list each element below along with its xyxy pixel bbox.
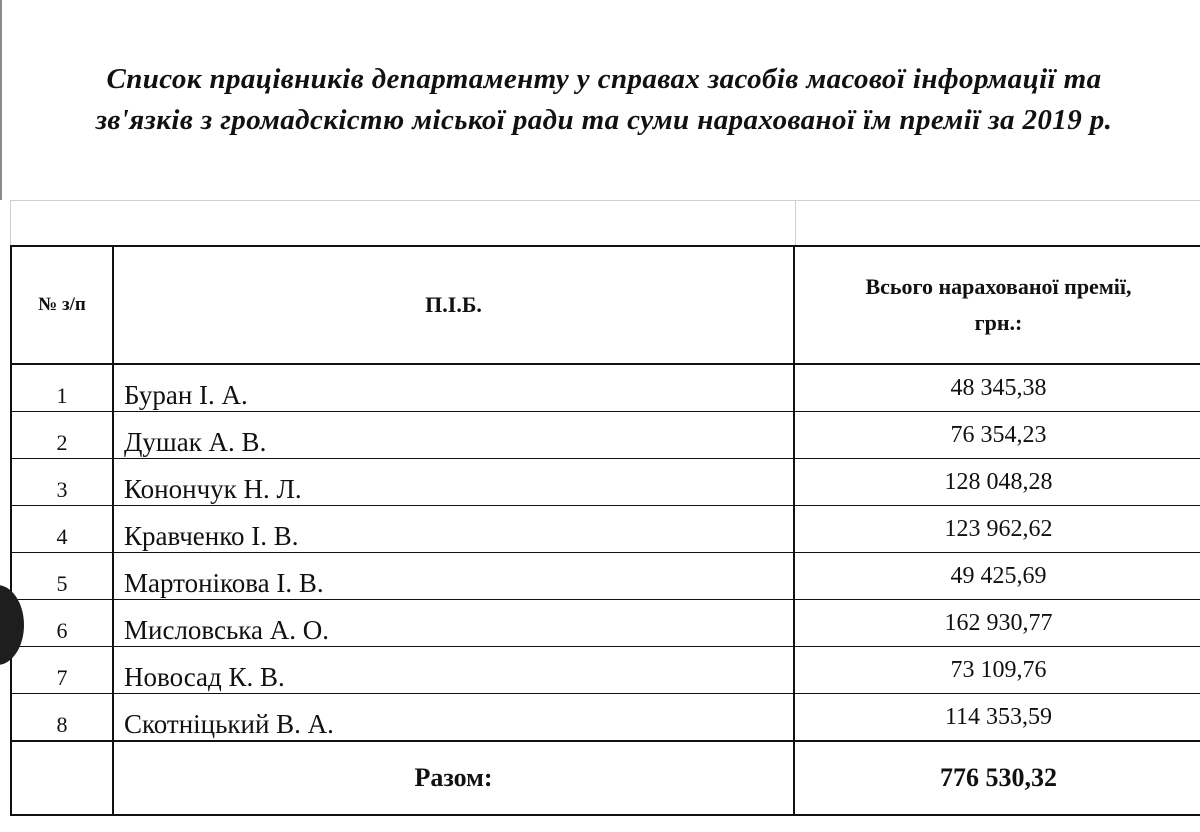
table-row (11, 694, 1200, 742)
row-amount: 49 425,69 (794, 553, 1200, 600)
row-amount: 73 109,76 (794, 647, 1200, 694)
row-amount: 162 930,77 (794, 600, 1200, 647)
page-left-edge (0, 0, 2, 200)
row-number: 5 (11, 553, 113, 600)
header-name: П.І.Б. (113, 246, 794, 364)
header-amount-line-1: Всього нарахованої премії, (865, 274, 1132, 299)
header-amount-line-2: грн.: (974, 310, 1023, 335)
row-name: Кравченко І. В. (113, 506, 794, 553)
row-name: Буран І. А. (113, 364, 794, 412)
table-row (11, 412, 1200, 459)
table-row (11, 600, 1200, 647)
row-name: Мартонікова І. В. (113, 553, 794, 600)
header-amount (794, 246, 1200, 364)
spreadsheet-gridline (10, 200, 1200, 201)
row-amount: 123 962,62 (794, 506, 1200, 553)
row-name: Мисловська А. О. (113, 600, 794, 647)
total-empty-cell (11, 741, 113, 815)
row-number: 4 (11, 506, 113, 553)
row-amount: 128 048,28 (794, 459, 1200, 506)
row-number: 3 (11, 459, 113, 506)
row-number: 8 (11, 694, 113, 742)
row-amount: 114 353,59 (794, 694, 1200, 742)
table-row (11, 506, 1200, 553)
row-number: 7 (11, 647, 113, 694)
table-row (11, 459, 1200, 506)
document-title (8, 59, 1200, 141)
row-amount: 76 354,23 (794, 412, 1200, 459)
table-row (11, 364, 1200, 412)
total-amount: 776 530,32 (794, 741, 1200, 815)
row-number: 6 (11, 600, 113, 647)
row-name: Душак А. В. (113, 412, 794, 459)
row-name: Новосад К. В. (113, 647, 794, 694)
row-number: 2 (11, 412, 113, 459)
title-line-1: Список працівників департаменту у справах засобів масової інформації та (106, 63, 1102, 95)
spreadsheet-gridline (10, 200, 11, 246)
row-number: 1 (11, 364, 113, 412)
table-row (11, 553, 1200, 600)
bonus-table (10, 245, 1200, 816)
row-name: Конончук Н. Л. (113, 459, 794, 506)
header-number: № з/п (11, 246, 113, 364)
table-header-row (11, 246, 1200, 364)
table-row (11, 647, 1200, 694)
row-amount: 48 345,38 (794, 364, 1200, 412)
table-total-row (11, 741, 1200, 815)
spreadsheet-gridline (795, 200, 796, 246)
title-line-2: зв'язків з громадскістю міської ради та суми нарахованої їм премії за 2019 р. (95, 104, 1113, 136)
total-label: Разом: (113, 741, 794, 815)
row-name: Скотніцький В. А. (113, 694, 794, 742)
